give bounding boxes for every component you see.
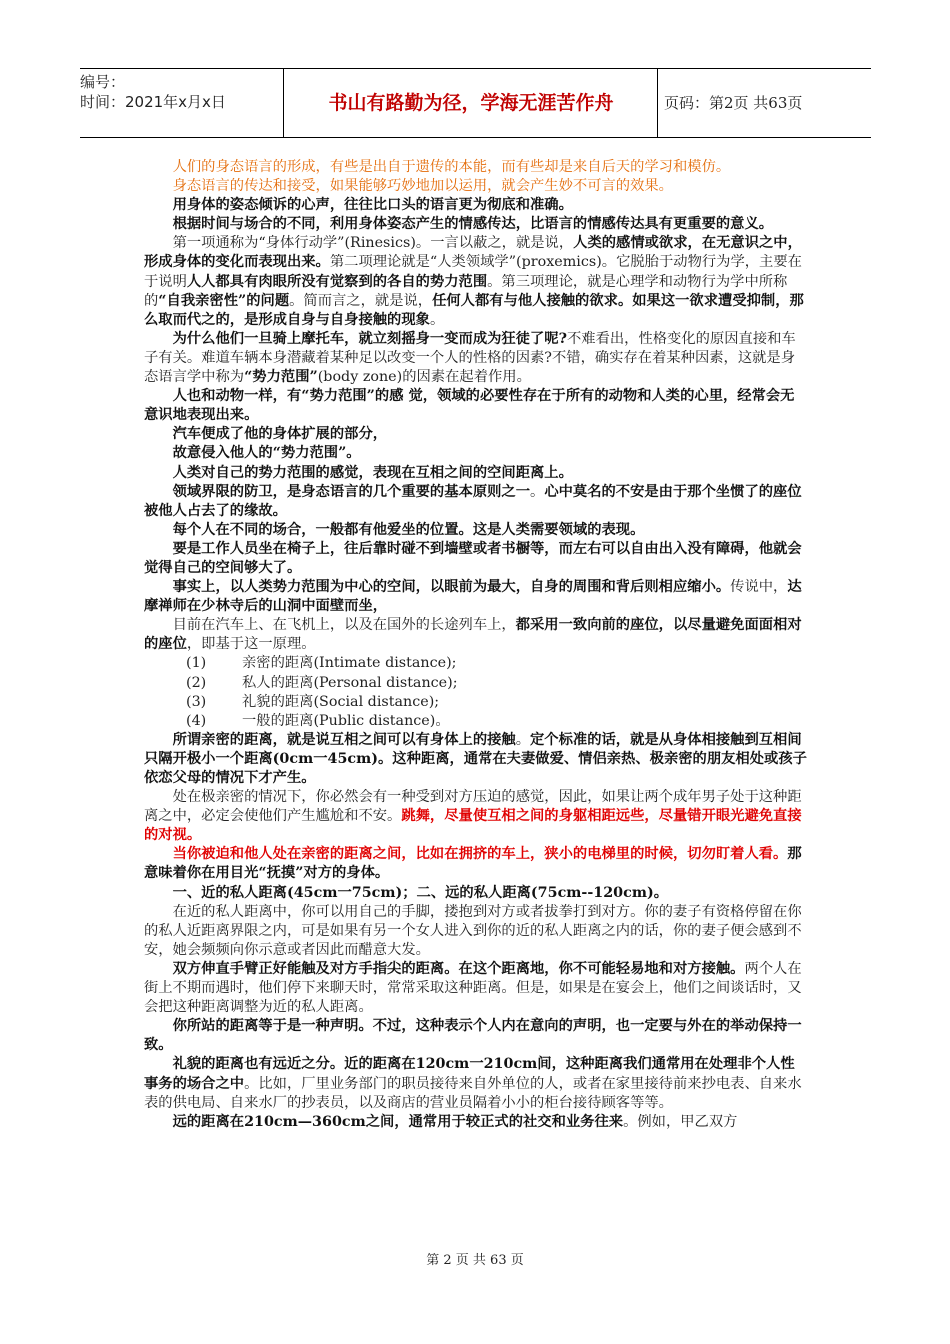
text-segment: 礼貌的距离也有远近之分。近的距离在120cm一210cm间，这种距离我们通常用在处理非个人性事务的场合之中 [144, 1056, 795, 1092]
text-segment: 心中莫名的不安是由于那个坐惯了的座位被他人占去了的缘故。 [144, 483, 802, 519]
text-segment: 身态语言的传达和接受，如果能够巧妙地加以运用，就会产生妙不可言的效果。 [172, 178, 673, 195]
paragraph [144, 1055, 807, 1112]
text-segment: 都采用一致向前的座位，以尽量避免面面相对的座位 [144, 617, 802, 653]
paragraph [144, 960, 807, 1017]
paragraph [144, 903, 807, 960]
text-segment: 人类对自己的势力范围的感觉，表现在互相之间的空间距离上。 [172, 464, 573, 481]
paragraph [144, 788, 807, 845]
header-meta [80, 69, 284, 137]
list-item [144, 674, 807, 693]
text-segment: 达摩禅师在少林寺后的山洞中面壁而坐， [144, 579, 802, 615]
page-header [80, 68, 871, 138]
text-segment: 第二项理论就是“人类领域学”(proxemics)。它脱胎于动物行为学，主要在于说明 [144, 254, 802, 290]
list-item [144, 712, 807, 731]
text-segment: 每个人在不同的场合，一般都有他爱坐的位置。这是人类需要领域的表现。 [172, 521, 645, 538]
text-segment: 你所站的距离等于是一种声明。不过，这种表示个人内在意向的声明，也一定要与外在的举动保持一致。 [144, 1018, 802, 1054]
list-item-number: (4) [186, 712, 207, 729]
text-segment: “势力范围” [244, 369, 318, 386]
text-segment: 领域界限的防卫，是身态语言的几个重要的基本原则之一 [172, 483, 531, 500]
text-segment: “自我亲密性”的问题 [158, 292, 290, 309]
paragraph [144, 464, 807, 483]
text-segment: 那意味着你在用目光“抚摸”对方的身体。 [144, 846, 802, 882]
text-segment: 要是工作人员坐在椅子上，往后靠时碰不到墙壁或者书橱等，而左右可以自由出入没有障碍，他就会觉得自己的空间够大了。 [144, 540, 802, 576]
text-segment: 双方伸直手臂正好能触及对方手指尖的距离。在这个距离地，你不可能轻易地和对方接触。 [172, 960, 745, 977]
text-segment: 根据时间与场合的不同，利用身体姿态产生的情感传达，比语言的情感传达具有更重要的意义。 [172, 216, 774, 233]
body-section-1 [144, 158, 807, 654]
text-segment: 。第三项理论，就是心理学和动物行为学中所称的 [144, 273, 788, 309]
paragraph [144, 215, 807, 234]
text-segment: 事实上，以人类势力范围为中心的空间，以眼前为最大，自身的周围和背后则相应缩小。 [172, 579, 731, 596]
paragraph [144, 177, 807, 196]
document-date: 时间：2021年x月x日 [80, 93, 226, 111]
paragraph [144, 425, 807, 444]
list-item [144, 693, 807, 712]
text-segment: 。例如，甲乙双方 [623, 1113, 738, 1130]
paragraph [144, 845, 807, 883]
text-segment: 为什么他们一旦骑上摩托车，就立刻摇身一变而成为狂徒了呢? [172, 330, 567, 347]
paragraph [144, 1113, 807, 1132]
text-segment: 故意侵入他人的“势力范围”。 [172, 445, 361, 462]
list-item-text: 私人的距离(Personal distance); [242, 674, 458, 691]
paragraph [144, 196, 807, 215]
header-page-info: 页码：第2页 共63页 [664, 94, 803, 112]
paragraph [144, 234, 807, 329]
paragraph [144, 1017, 807, 1055]
text-segment: 跳舞，尽量使互相之间的身躯相距远些，尽量错开眼光避免直接的对视。 [144, 808, 802, 844]
text-segment: 人人都具有肉眼所没有觉察到的各自的势力范围 [186, 273, 488, 290]
text-segment: 两个人在街上不期而遇时，他们停下来聊天时，常常采取这种距离。但是，如果是在宴会上，他们之间谈话时，又会把这种距离调整为近的私人距离。 [144, 960, 802, 1016]
paragraph [144, 884, 807, 903]
text-segment: 传说中， [730, 579, 788, 596]
text-segment: 人们的身态语言的形成，有些是出自于遗传的本能，而有些却是来自后天的学习和模仿。 [172, 159, 731, 175]
list-item-text: 亲密的距离(Intimate distance); [242, 655, 457, 672]
document-body [144, 158, 807, 1132]
text-segment: 一、近的私人距离(45cm一75cm)；二、远的私人距离(75cm--120cm)。 [172, 884, 669, 901]
paragraph [144, 521, 807, 540]
text-segment: 。 [515, 731, 531, 748]
text-segment: ，即基于这一原理。 [186, 636, 316, 653]
text-segment: 。 [429, 311, 445, 328]
distance-list [144, 654, 807, 730]
text-segment: 。简而言之，就是说， [289, 292, 433, 309]
paragraph [144, 731, 807, 788]
text-segment: 用身体的姿态倾诉的心声，往往比口头的语言更为彻底和准确。 [172, 197, 573, 214]
body-section-2 [144, 731, 807, 1132]
text-segment: 不难看出，性格变化的原因直接和车子有关。难道车辆本身潜藏着某种足以改变一个人的性格的因素?不错，确实存在着某种因素，这就是身态语言学中称为 [144, 330, 796, 386]
text-segment: 人类的感情或欲求，在无意识之中，形成身体的变化而表现出来。 [144, 235, 802, 271]
text-segment: 汽车便成了他的身体扩展的部分， [172, 426, 388, 443]
list-item-number: (3) [186, 693, 207, 710]
paragraph [144, 387, 807, 425]
text-segment: 处在极亲密的情况下，你必然会有一种受到对方压迫的感觉，因此，如果让两个成年男子处于这种距离之中，必定会使他们产生尴尬和不安。 [144, 789, 802, 825]
text-segment: 当你被迫和他人处在亲密的距离之间，比如在拥挤的车上，狭小的电梯里的时候，切勿盯着人看。 [172, 846, 788, 863]
text-segment: 所谓亲密的距离，就是说互相之间可以有身体上的接触 [172, 731, 516, 748]
document-number-label: 编号： [80, 73, 126, 91]
paragraph [144, 444, 807, 463]
paragraph [144, 616, 807, 654]
text-segment: 任何人都有与他人接触的欲求。如果这一欲求遭受抑制，那么取而代之的，是形成自身与自身接触的现象 [144, 292, 804, 328]
text-segment: 。 [530, 483, 545, 500]
list-item-number: (1) [186, 655, 207, 672]
paragraph [144, 540, 807, 578]
list-item-number: (2) [186, 674, 207, 691]
list-item-text: 礼貌的距离(Social distance); [242, 693, 440, 710]
text-segment: 定个标准的话，就是从身体相接触到互相间只隔开极小一个距离(0cm一45cm)。这种距离，通常在夫妻做爱、情侣亲热、极亲密的朋友相处或孩子依恋父母的情况下才产生。 [144, 731, 807, 786]
text-segment: 人也和动物一样，有“势力范围”的感 觉，领域的必要性存在于所有的动物和人类的心里，经常会无意识地表现出来。 [144, 388, 795, 424]
paragraph [144, 483, 807, 521]
text-segment: 目前在汽车上、在飞机上，以及在国外的长途列车上， [172, 617, 516, 634]
list-item-text: 一般的距离(Public distance)。 [242, 712, 450, 729]
text-segment: 第一项通称为“身体行动学”(Rinesics)。一言以蔽之，就是说， [172, 235, 574, 252]
text-segment: 。比如，厂里业务部门的职员接待来自外单位的人，或者在家里接待前来抄电表、自来水表的供电局、自来水厂的抄表员，以及商店的营业员隔着小小的柜台接待顾客等等。 [144, 1075, 802, 1111]
page-footer: 第 2 页 共 63 页 [426, 1253, 524, 1268]
paragraph [144, 158, 807, 177]
header-motto: 书山有路勤为径，学海无涯苦作舟 [285, 69, 658, 137]
text-segment: 在近的私人距离中，你可以用自己的手脚，搂抱到对方或者拔拳打到对方。你的妻子有资格停留在你的私人近距离界限之内，可是如果有另一个女人进入到你的近的私人距离之内的话，你的妻子便会感到不安，她会频频向你示意或者因此而醋意大发。 [144, 903, 802, 958]
list-item [144, 654, 807, 673]
text-segment: (body zone)的因素在起着作用。 [317, 369, 531, 386]
paragraph [144, 578, 807, 616]
paragraph [144, 330, 807, 387]
text-segment: 远的距离在210cm—360cm之间，通常用于较正式的社交和业务往来 [172, 1113, 624, 1130]
